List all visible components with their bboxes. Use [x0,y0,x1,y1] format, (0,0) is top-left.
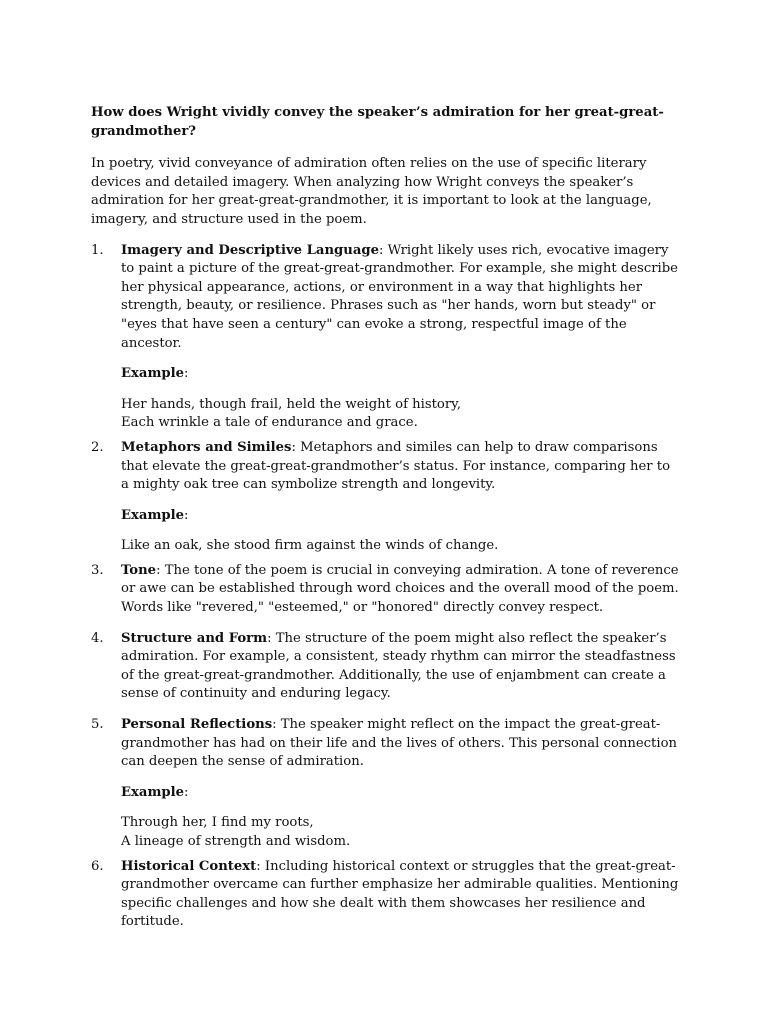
example-quote [121,537,681,556]
term: Personal Reflections [121,717,273,733]
item-text: : The structure of the poem might also reflect the speaker’s admiration. For example, a consistent, steady rhythm can mirror the steadfastness of the great-great-grandmother. Additionally, the use of enjambment can create a sense of continuity and enduring legacy. [121,630,676,702]
example-label: Example [121,784,185,800]
list-item [91,242,681,433]
question-heading: How does Wright vividly convey the speaker’s admiration for her great-great-grandmother? [91,105,664,139]
term: Historical Context [121,858,257,874]
example-line: Through her, I find my roots, [121,815,314,831]
example-label: Example [121,507,185,523]
example-label-row: Example: [121,366,189,382]
example-line: Like an oak, she stood firm against the winds of change. [121,538,499,554]
list-item [91,630,681,704]
item-text: : The speaker might reflect on the impact the great-great-grandmother has had on their life and the lives of others. This personal connection can deepen the sense of admiration. [121,717,678,770]
term: Metaphors and Similes [121,439,292,455]
list-item [91,858,681,932]
term: Structure and Form [121,630,268,646]
term: Tone [121,562,157,578]
list-number: 2. [91,439,104,455]
list-item-body [121,242,681,433]
example-quote [121,814,681,851]
list-item-body [121,630,681,704]
item-text: : The tone of the poem is crucial in conveying admiration. A tone of reverence or awe can be established through word choices and the overall mood of the poem. Words like "revered," "esteemed," or "honored" directly convey respect. [121,562,679,616]
list-item-body [121,858,681,932]
list-item-body [121,562,681,618]
document-content [91,104,681,944]
list-item [91,562,681,618]
list-number: 3. [91,562,104,578]
example-line: A lineage of strength and wisdom. [121,834,351,849]
list-number: 6. [91,858,104,874]
term: Imagery and Descriptive Language [121,242,379,258]
item-text: : Metaphors and similes can help to draw comparisons that elevate the great-great-grandmother’s status. For instance, comparing her to a mighty oak tree can symbolize strength and longevity. [121,439,671,493]
list-item [91,439,681,556]
example-label: Example [121,366,185,382]
list-item-body [121,716,681,852]
example-label-row: Example: [121,507,189,523]
list-item-body [121,439,681,556]
list-number: 1. [91,242,104,258]
item-text: : Including historical context or struggles that the great-great-grandmother overcame can further emphasize her admirable qualities. Mentioning specific challenges and how she dealt with them showcases her resilience and fortitude. [121,858,679,930]
list-item [91,716,681,852]
intro-paragraph: In poetry, vivid conveyance of admiration often relies on the use of specific literary devices and detailed imagery. When analyzing how Wright conveys the speaker’s admiration for her great-great-grandmother, it is important to look at the language, imagery, and structure used in the poem. [91,156,652,227]
example-line: Each wrinkle a tale of endurance and grace. [121,415,418,431]
example-label-row: Example: [121,784,189,800]
example-line: Her hands, though frail, held the weight of history, [121,396,462,412]
item-text: : Wright likely uses rich, evocative imagery to paint a picture of the great-great-grandmother. For example, she might describe her physical appearance, actions, or environment in a way that highlights her strength, beauty, or resilience. Phrases such as "her hands, worn but steady" or "eyes that have seen a century" can evoke a strong, respectful image of the ancestor. [121,242,678,351]
list-number: 5. [91,717,104,733]
list-number: 4. [91,630,104,646]
example-quote [121,396,681,433]
